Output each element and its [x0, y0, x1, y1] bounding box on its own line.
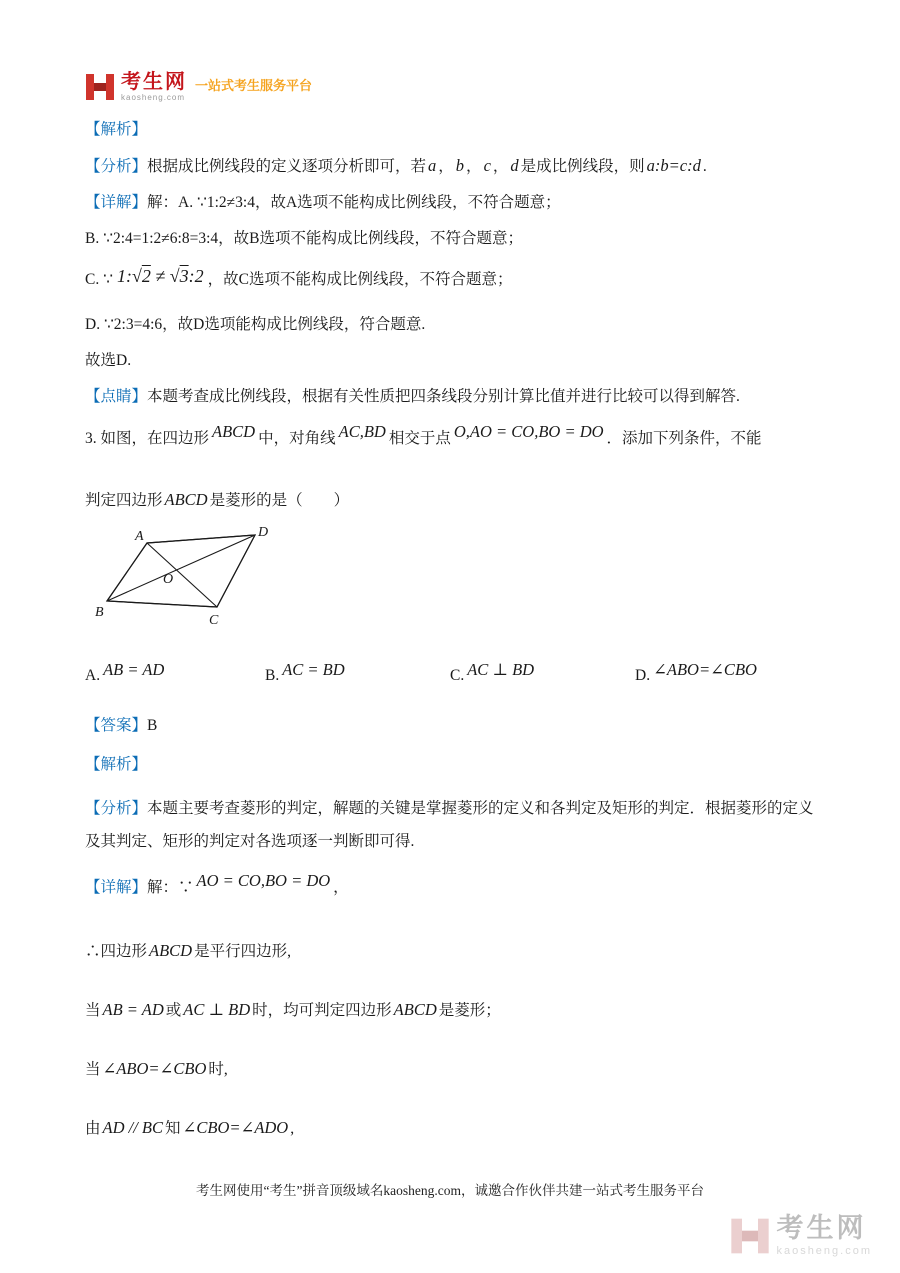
- vertex-label-a: A: [135, 529, 144, 544]
- text-run: B. ∵2:4=1:2≠6:8=3:4，故B选项不能构成比例线段，不符合题意；: [85, 230, 524, 247]
- radicand-2: 2: [141, 266, 151, 286]
- text-run: 当: [85, 1061, 101, 1078]
- watermark-domain: kaosheng.com: [776, 1245, 872, 1257]
- text-run: ∴四边形: [85, 943, 148, 960]
- deduction-line-3: [85, 1055, 815, 1084]
- math-abcd: ABCD: [212, 422, 256, 441]
- question-3-line-2: [85, 488, 815, 513]
- option-c-math: AC ⊥ BD: [467, 660, 535, 679]
- text-run: 解：∵: [147, 879, 194, 896]
- math-ab-ad: AB = AD: [102, 1000, 164, 1019]
- jiexi-heading-1: [85, 118, 815, 141]
- text-run: D. ∵2:3=4:6，故D选项能构成比例线段，符合题意.: [85, 316, 426, 333]
- text-run: 中，对角线: [258, 430, 336, 447]
- section-tag-fenxi: 【分析】: [85, 158, 148, 175]
- sqrt-sign-icon: √: [131, 266, 142, 286]
- option-d-math: ∠ABO=∠CBO: [653, 660, 757, 679]
- text-run: 时，均可判定四边形: [252, 1002, 392, 1019]
- text-run: ，故C选项不能构成比例线段，不符合题意；: [207, 271, 513, 288]
- text-run: ，: [438, 158, 454, 175]
- option-label: A.: [85, 667, 101, 684]
- watermark-brand: 考生网: [776, 1213, 867, 1243]
- brand-name: 考生网: [121, 71, 187, 93]
- sqrt-ratio-formula: [117, 261, 204, 291]
- brand-text-stack: [121, 72, 187, 102]
- section-tag-xiangjie: 【详解】: [85, 879, 148, 896]
- math-ratio: a:b=c:d: [646, 156, 701, 175]
- xiangjie-line-a: [85, 191, 815, 214]
- text-run: C. ∵: [85, 271, 113, 288]
- text-run: 或: [165, 1002, 182, 1019]
- footer-text: 考生网使用“考生”拼音顶级域名kaosheng.com，诚邀合作伙伴共建一站式考生服务平台: [195, 1183, 705, 1198]
- watermark-text-stack: [776, 1215, 872, 1257]
- section-tag-jiexi: 【解析】: [85, 756, 148, 773]
- math-ad-parallel-bc: AD // BC: [102, 1118, 164, 1137]
- text-run: :2: [188, 266, 204, 286]
- brand-domain: kaosheng.com: [121, 93, 186, 102]
- deduction-line-1: [85, 937, 815, 966]
- math-abcd: ABCD: [164, 490, 208, 509]
- xiangjie-paragraph-2: [85, 872, 815, 903]
- text-run: 是平行四边形,: [194, 943, 291, 960]
- section-tag-daan: 【答案】: [85, 717, 148, 734]
- text-run: 1:: [116, 266, 132, 286]
- option-c: [450, 660, 635, 686]
- brand-tagline: 一站式考生服务平台: [195, 78, 313, 93]
- figure-container: [95, 527, 290, 630]
- vertex-label-c: C: [209, 613, 219, 628]
- brand-watermark: [730, 1215, 872, 1257]
- option-d: [635, 660, 760, 686]
- math-diagonals: AC,BD: [338, 422, 386, 441]
- text-run: ，: [333, 879, 349, 896]
- text-run: 3. 如图，在四边形: [85, 430, 210, 447]
- text-run: 时,: [208, 1061, 228, 1078]
- jiexi-heading-2: [85, 753, 815, 776]
- option-b: [265, 660, 450, 686]
- math-var-a: a: [428, 156, 437, 175]
- xiangjie-line-d: [85, 313, 815, 336]
- section-tag-jiexi: 【解析】: [85, 121, 148, 138]
- text-run: 判定四边形: [85, 492, 163, 509]
- text-run: ，: [492, 158, 509, 175]
- diagonal-ac: [147, 543, 217, 607]
- math-point-conditions: O,AO = CO,BO = DO: [453, 422, 604, 441]
- text-run: 相交于点: [388, 430, 451, 447]
- watermark-h-icon: [730, 1216, 770, 1256]
- text-run: 本题考查成比例线段，根据有关性质把四条线段分别计算比值并进行比较可以得到解答.: [147, 388, 740, 405]
- brand-h-icon: [85, 73, 115, 101]
- text-run: 由: [85, 1120, 101, 1137]
- section-tag-xiangjie: 【详解】: [85, 194, 148, 211]
- text-run: 根据成比例线段的定义逐项分析即可，若: [147, 158, 427, 175]
- kaosheng-logo: [85, 72, 187, 102]
- quadrilateral-figure: [95, 527, 290, 630]
- fenxi-paragraph-1: [85, 154, 815, 178]
- option-label: D.: [635, 667, 651, 684]
- vertex-label-d: D: [258, 527, 269, 540]
- parallelogram-outline: [107, 535, 255, 607]
- question-3-line-1: [85, 421, 815, 456]
- vertex-label-b: B: [95, 605, 104, 620]
- math-conditions: AO = CO,BO = DO: [196, 871, 331, 890]
- math-var-d: d: [510, 156, 519, 175]
- math-var-b: b: [455, 156, 465, 175]
- option-a-math: AB = AD: [103, 660, 165, 679]
- text-run: .: [702, 158, 707, 175]
- sqrt-sign-icon: √: [169, 266, 180, 286]
- section-tag-fenxi: 【分析】: [85, 800, 148, 817]
- option-a: [85, 660, 265, 686]
- deduction-line-2: [85, 996, 815, 1025]
- math-abcd: ABCD: [149, 941, 193, 960]
- text-run: 故选D.: [85, 352, 132, 369]
- dianjing-paragraph: [85, 385, 815, 408]
- text-run: ．添加下列条件，不能: [606, 430, 762, 447]
- text-run: 是菱形的是（ ）: [209, 492, 350, 509]
- xiangjie-line-c: [85, 263, 815, 295]
- math-ac-perp-bd: AC ⊥ BD: [183, 1000, 251, 1019]
- text-run: 本题主要考查菱形的判定，解题的关键是掌握菱形的定义和各判定及矩形的判定．根据菱形的定义及其判定、矩形的判定对各选项逐一判断即可得.: [85, 800, 814, 850]
- math-abcd: ABCD: [393, 1000, 437, 1019]
- text-run: 当: [85, 1002, 101, 1019]
- option-label: B.: [265, 667, 280, 684]
- text-run: 解：A. ∵1:2≠3:4，故A选项不能构成比例线段，不符合题意；: [147, 194, 561, 211]
- option-label: C.: [450, 667, 465, 684]
- math-angle-abo-cbo: ∠ABO=∠CBO: [102, 1059, 207, 1078]
- section-tag-dianjing: 【点睛】: [85, 388, 148, 405]
- math-angle-cbo-ado: ∠CBO=∠ADO: [182, 1118, 289, 1137]
- site-header: [85, 56, 815, 102]
- conclusion-line: [85, 349, 815, 372]
- radicand-3: 3: [179, 266, 189, 286]
- vertex-label-o: O: [163, 572, 174, 587]
- page-footer: [0, 1179, 900, 1199]
- answer-value: B: [147, 717, 158, 734]
- text-run: ，: [466, 158, 482, 175]
- option-b-math: AC = BD: [282, 660, 345, 679]
- answer-line: [85, 714, 815, 737]
- fenxi-paragraph-2: [85, 792, 815, 858]
- text-run: 是菱形；: [438, 1002, 501, 1019]
- options-row: [85, 660, 825, 692]
- xiangjie-line-b: [85, 227, 815, 250]
- text-run: 是成比例线段，则: [520, 158, 645, 175]
- text-run: ,: [290, 1120, 295, 1137]
- not-equal-sign: ≠: [150, 266, 170, 286]
- math-var-c: c: [483, 156, 491, 175]
- deduction-line-4: [85, 1114, 815, 1143]
- text-run: 知: [165, 1120, 181, 1137]
